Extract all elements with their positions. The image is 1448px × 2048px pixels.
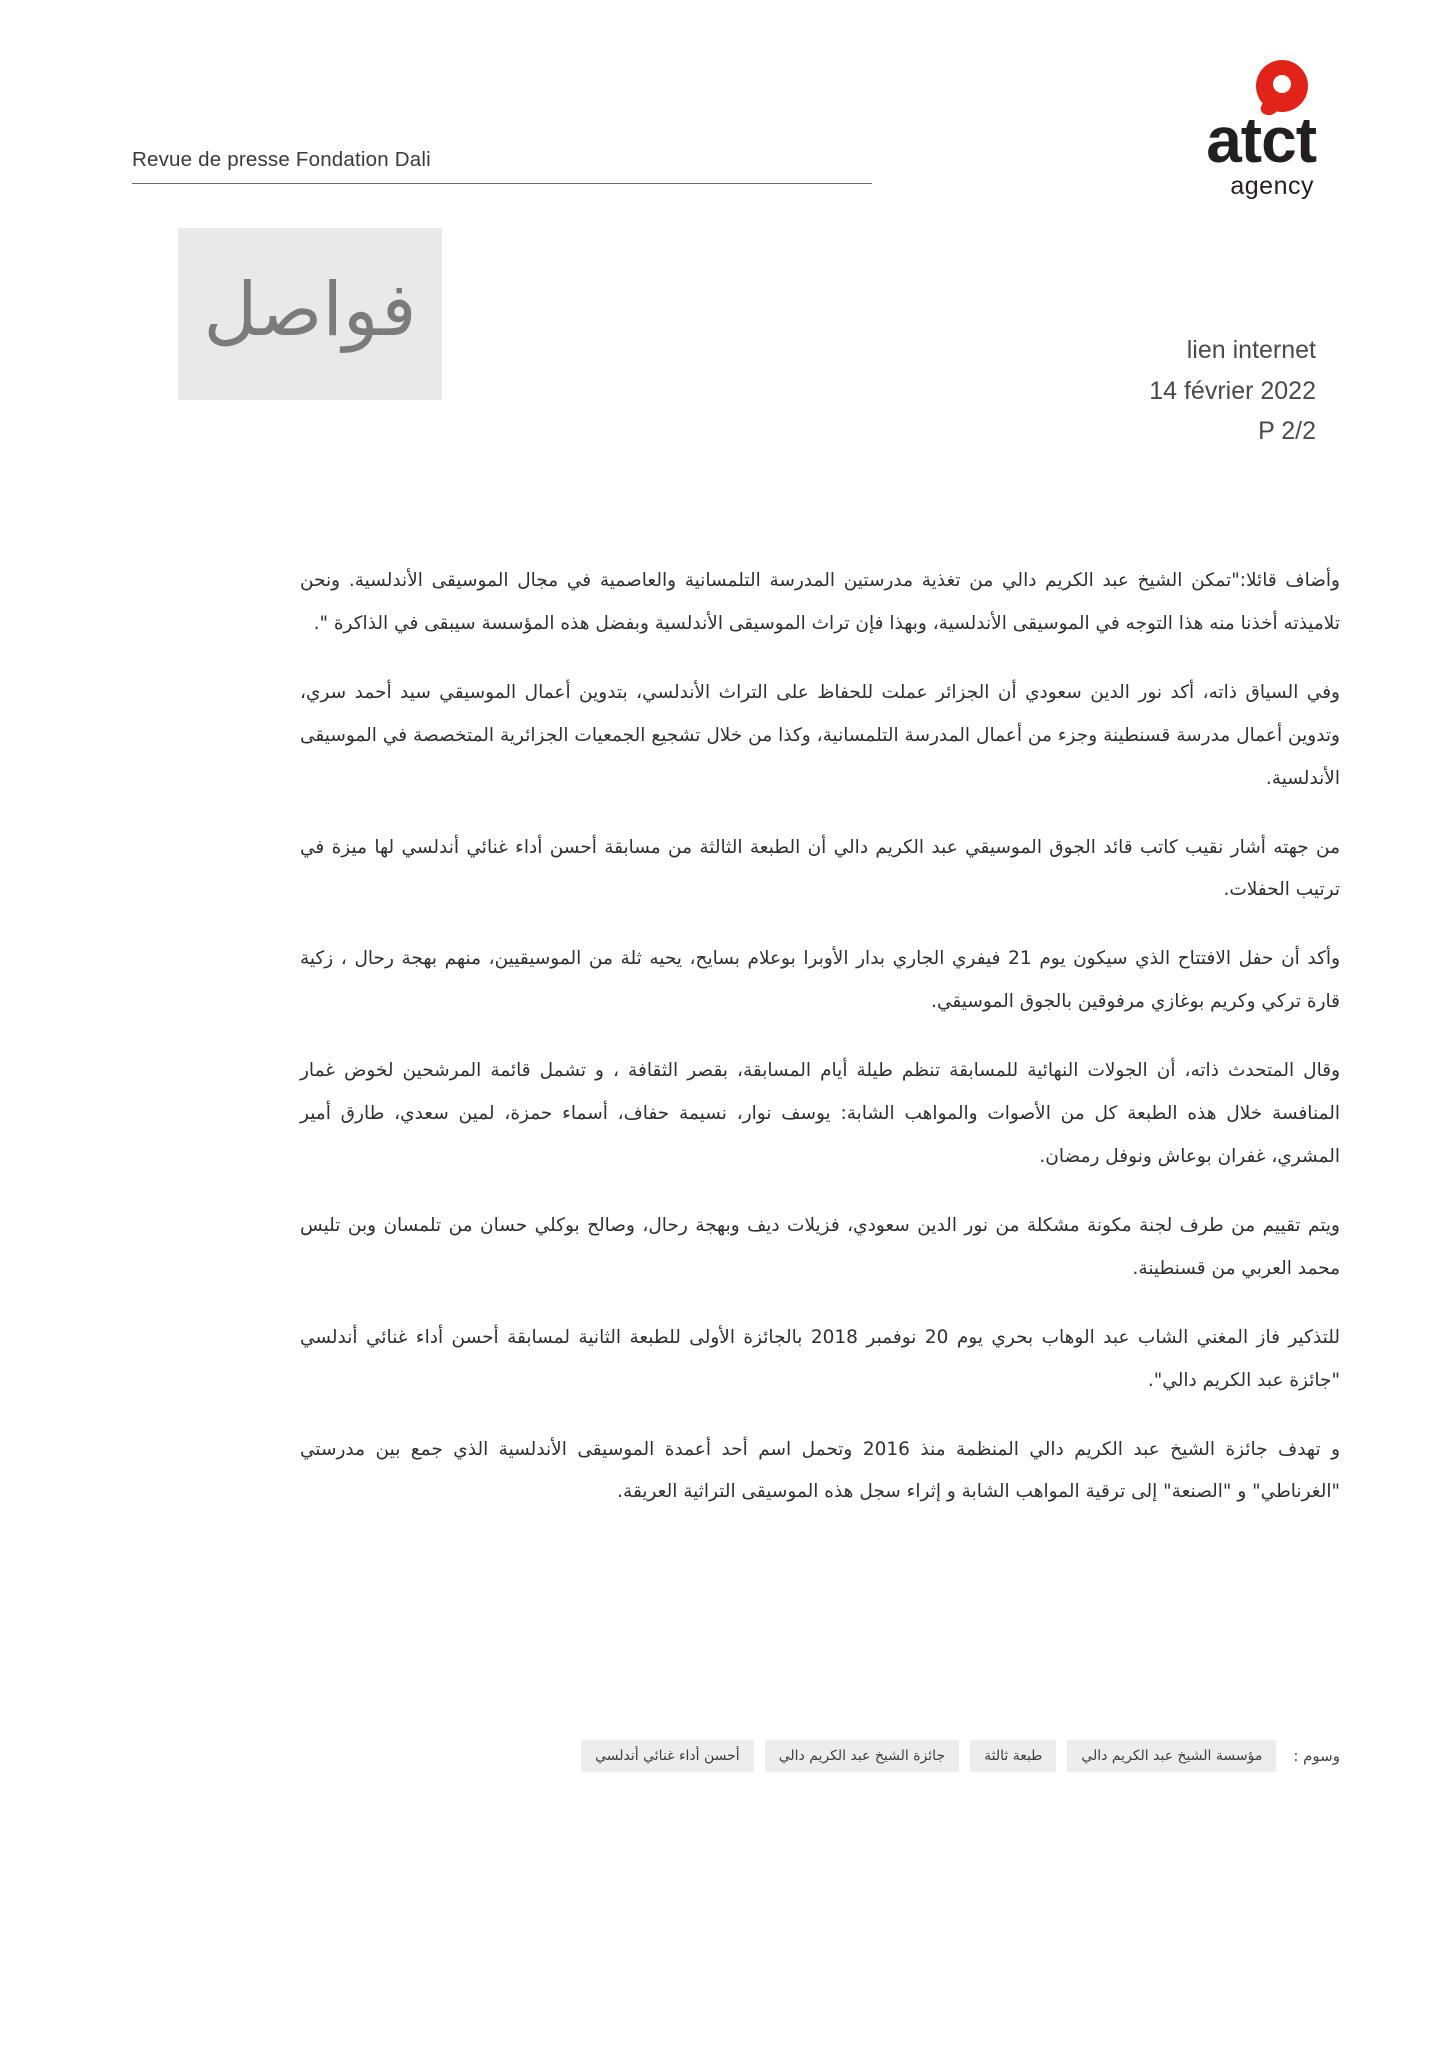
- article-body: [300, 560, 1340, 1540]
- article-paragraph: وقال المتحدث ذاته، أن الجولات النهائية للمسابقة تنظم طيلة أيام المسابقة، بقصر الثقافة ، و تشمل قائمة المرشحين لخوض غمار المنافسة خلال هذه الطبعة كل من الأصوات والمواهب الشابة: يوسف نوار، نسيمة حفاف، أسماء حمزة، لمين سعدي، طارق أمير المشري، غفران بوعاش ونوفل رمضان.: [300, 1060, 1340, 1167]
- publication-masthead: [178, 228, 442, 400]
- article-paragraph: وأضاف قائلا:"تمكن الشيخ عبد الكريم دالي من تغذية مدرستين المدرسة التلمسانية والعاصمية في مجال الموسيقى الأندلسية. ونحن تلاميذته أخذنا منه هذا التوجه في الموسيقى الأندلسية، وبهذا فإن تراث الموسيقى الأندلسية وبفضل هذه المؤسسة سيبقى في الذاكرة ".: [300, 570, 1340, 634]
- tag-item[interactable]: جائزة الشيخ عبد الكريم دالي: [765, 1740, 959, 1772]
- article-paragraph: للتذكير فاز المغني الشاب عبد الوهاب بحري يوم 20 نوفمبر 2018 بالجائزة الأولى للطبعة الثانية لمسابقة أحسن أداء غنائي أندلسي "جائزة عبد الكريم دالي".: [300, 1326, 1340, 1391]
- meta-page: P 2/2: [1258, 417, 1316, 445]
- page-title: Revue de presse Fondation Dali: [132, 148, 431, 171]
- tags-label: وسوم :: [1293, 1747, 1340, 1765]
- tag-list: [300, 1740, 1340, 1772]
- logo-subtitle: agency: [1230, 172, 1314, 200]
- tag-item[interactable]: مؤسسة الشيخ عبد الكريم دالي: [1067, 1740, 1276, 1772]
- tag-item[interactable]: أحسن أداء غنائي أندلسي: [581, 1740, 754, 1772]
- logo-wordmark: atct: [1206, 104, 1316, 176]
- page-header: [132, 60, 1316, 200]
- article-paragraph: وفي السياق ذاته، أكد نور الدين سعودي أن الجزائر عملت للحفاظ على التراث الأندلسي، بتدوين أعمال الموسيقي سيد أحمد سري، وتدوين أعمال مدرسة قسنطينة وجزء من أعمال المدرسة التلمسانية، وكذا من خلال تشجيع الجمعيات الجزائرية المتخصصة في الموسيقى الأندلسية.: [300, 681, 1340, 789]
- meta-source: lien internet: [1186, 336, 1316, 364]
- article-paragraph: و تهدف جائزة الشيخ عبد الكريم دالي المنظمة منذ 2016 وتحمل اسم أحد أعمدة الموسيقى الأندلسية الذي جمع بين مدرستي "الغرناطي" و "الصنعة" إلى ترقية المواهب الشابة و إثراء سجل هذه الموسيقى التراثية العريقة.: [300, 1438, 1341, 1503]
- article-meta: [836, 330, 1316, 452]
- tag-item[interactable]: طبعة ثالثة: [970, 1740, 1056, 1772]
- publication-name: فواصل: [203, 267, 417, 353]
- meta-date: 14 février 2022: [1149, 376, 1316, 405]
- header-divider: [132, 183, 872, 184]
- atct-logo: [1136, 60, 1316, 205]
- article-paragraph: وأكد أن حفل الافتتاح الذي سيكون يوم 21 فيفري الجاري بدار الأوبرا بوعلام بسايح، يحيه ثلة من الموسيقيين، منهم بهجة رحال ، زكية قارة تركي وكريم بوغازي مرفوقين بالجوق الموسيقي.: [300, 948, 1340, 1013]
- article-paragraph: من جهته أشار نقيب كاتب قائد الجوق الموسيقي عبد الكريم دالي أن الطبعة الثالثة من مسابقة أحسن أداء غنائي أندلسي لها ميزة في ترتيب الحفلات.: [300, 836, 1340, 901]
- article-paragraph: ويتم تقييم من طرف لجنة مكونة مشكلة من نور الدين سعودي، فزيلات ديف وبهجة رحال، وصالح بوكلي حسان من تلمسان وبن تليس محمد العربي من قسنطينة.: [300, 1214, 1340, 1279]
